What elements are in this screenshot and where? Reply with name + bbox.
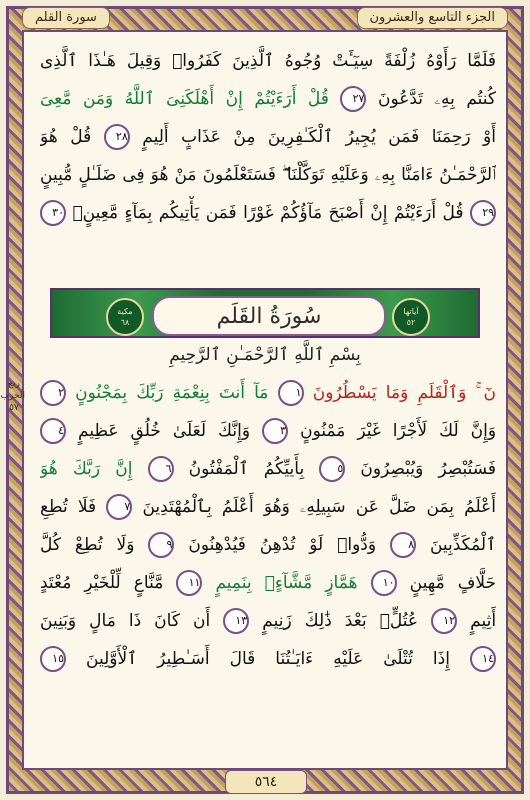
verse-text: فَسَتُبْصِرُ وَيُبْصِرُونَ xyxy=(360,459,496,479)
verse-line xyxy=(40,642,496,676)
verse-text: كُنتُم بِهِۦ تَدَّعُونَ xyxy=(377,89,496,109)
ayah-number-marker: ٦ xyxy=(148,456,174,482)
verse-text: قُلْ أَرَءَيْتُمْ إِنْ أَصْبَحَ مَآؤُكُمْ غَوْرًا فَمَن يَأْتِيكُم بِمَآءٍ مَّعِينٍۭ xyxy=(72,203,464,223)
hizb-marker xyxy=(0,378,25,414)
verse-text: إِذَا تُتْلَىٰ عَلَيْهِ ءَايَـٰتُنَا قَالَ أَسَـٰطِيرُ ٱلْأَوَّلِينَ xyxy=(86,649,450,669)
verse-line xyxy=(40,120,496,154)
verse-text: فَلَا تُطِعِ xyxy=(40,497,97,517)
medal-text: آياتها xyxy=(403,307,419,316)
verse-text: نٓ ۚ وَٱلْقَلَمِ وَمَا يَسْطُرُونَ xyxy=(312,383,496,403)
verse-text: وَلَا تُطِعْ كُلَّ xyxy=(40,535,135,555)
verse-line xyxy=(40,158,496,192)
hizb-label: الحزب xyxy=(0,391,25,401)
verse-line xyxy=(40,490,496,524)
verse-line xyxy=(40,82,496,116)
verse-line xyxy=(40,44,496,78)
medal-text: ٥٢ xyxy=(406,318,416,327)
ayah-number-marker: ٧ xyxy=(106,494,132,520)
verse-text: بِأَييِّكُمُ ٱلْمَفْتُونُ xyxy=(188,459,305,479)
ayah-number-marker: ١ xyxy=(278,380,304,406)
ayah-number-marker: ١٣ xyxy=(223,608,249,634)
verse-text: أَعْلَمُ بِمَن ضَلَّ عَن سَبِيلِهِۦ وَهُوَ أَعْلَمُ بِٱلْمُهْتَدِينَ xyxy=(142,497,496,517)
verse-line xyxy=(40,452,496,486)
verse-line xyxy=(40,566,496,600)
ayah-number-marker: ١٤ xyxy=(470,646,496,672)
quran-text-lower xyxy=(40,372,496,762)
medal-text: مكية xyxy=(117,307,133,316)
medal-text: ٦٨ xyxy=(120,318,130,327)
ayah-number-marker: ٢٩ xyxy=(470,200,496,226)
verse-text: مَّنَّاعٍ لِّلْخَيْرِ مُعْتَدٍ xyxy=(40,573,164,593)
verse-text: قُلْ أَرَءَيْتُمْ إِنْ أَهْلَكَنِىَ ٱللَّهُ وَمَن مَّعِىَ xyxy=(40,89,329,109)
ayah-number-marker: ٥ xyxy=(319,456,345,482)
verse-text: هَمَّازٍ مَّشَّآءٍۭ بِنَمِيمٍ xyxy=(215,573,358,593)
ayah-number-marker: ٨ xyxy=(390,532,416,558)
verse-line xyxy=(40,528,496,562)
verse-line xyxy=(40,196,496,230)
ayah-number-marker: ٢٨ xyxy=(104,124,130,150)
verse-text: إِنَّ رَبَّكَ هُوَ xyxy=(40,459,133,479)
verse-text: ٱلْمُكَذِّبِينَ xyxy=(429,535,496,555)
juz-name-header: الجزء التاسع والعشرون xyxy=(357,7,509,29)
verse-text: حَلَّافٍ مَّهِينٍ xyxy=(409,573,496,593)
surah-name-header: سورة القلم xyxy=(22,7,110,29)
ayah-number-marker: ١٢ xyxy=(431,608,457,634)
surah-title: سُورَةُ القَلَم xyxy=(152,296,386,336)
verse-line xyxy=(40,376,496,410)
hizb-number: ٥٧ xyxy=(9,403,19,413)
verse-text: ٱلرَّحْمَـٰنُ ءَامَنَّا بِهِۦ وَعَلَيْهِ تَوَكَّلْنَا ۖ فَسَتَعْلَمُونَ مَنْ هُوَ فِى ضَلَـٰلٍ مُّبِينٍ xyxy=(40,165,496,185)
page-number: ٥٦٤ xyxy=(225,770,307,794)
ayah-number-marker: ١١ xyxy=(176,570,202,596)
ayah-number-marker: ٣ xyxy=(262,418,288,444)
ayah-number-marker: ١٥ xyxy=(40,646,66,672)
ayah-number-marker: ٤ xyxy=(40,418,66,444)
ayah-number-marker: ١٠ xyxy=(371,570,397,596)
verse-text: وَإِنَّكَ لَعَلَىٰ خُلُقٍ عَظِيمٍ xyxy=(78,421,251,441)
verse-text: وَدُّوا۟ لَوْ تُدْهِنُ فَيُدْهِنُونَ xyxy=(188,535,377,555)
verse-text: مَآ أَنتَ بِنِعْمَةِ رَبِّكَ بِمَجْنُونٍ xyxy=(75,383,269,403)
surah-info-medal-left xyxy=(106,298,144,336)
page-header xyxy=(22,6,508,30)
ayah-number-marker: ٢٧ xyxy=(340,86,366,112)
verse-text: فَلَمَّا رَأَوْهُ زُلْفَةً سِيٓـَٔتْ وُجُوهُ ٱلَّذِينَ كَفَرُوا۟ وَقِيلَ هَـٰذَا ٱلَّذِى xyxy=(40,51,496,71)
verse-text: قُلْ هُوَ xyxy=(40,127,92,147)
ayah-number-marker: ٩ xyxy=(148,532,174,558)
ayah-number-marker: ٢ xyxy=(40,380,66,406)
verse-text: أَوْ رَحِمَنَا فَمَن يُجِيرُ ٱلْكَـٰفِرِينَ مِنْ عَذَابٍ أَلِيمٍ xyxy=(142,127,496,147)
verse-line xyxy=(40,414,496,448)
verse-text: أَثِيمٍ xyxy=(470,611,496,631)
surah-info-medal-right xyxy=(392,298,430,336)
ayah-number-marker: ٣٠ xyxy=(40,200,66,226)
verse-text: أَن كَانَ ذَا مَالٍ وَبَنِينَ xyxy=(40,611,211,631)
verse-text: عُتُلٍّۭ بَعْدَ ذَٰلِكَ زَنِيمٍ xyxy=(262,611,419,631)
rub-label: ربع xyxy=(8,379,20,389)
surah-title-banner xyxy=(50,288,480,338)
basmala: بِسْمِ ٱللَّهِ ٱلرَّحْمَـٰنِ ٱلرَّحِيمِ xyxy=(169,345,361,365)
verse-line xyxy=(40,604,496,638)
verse-text: وَإِنَّ لَكَ لَأَجْرًا غَيْرَ مَمْنُونٍ xyxy=(300,421,496,441)
